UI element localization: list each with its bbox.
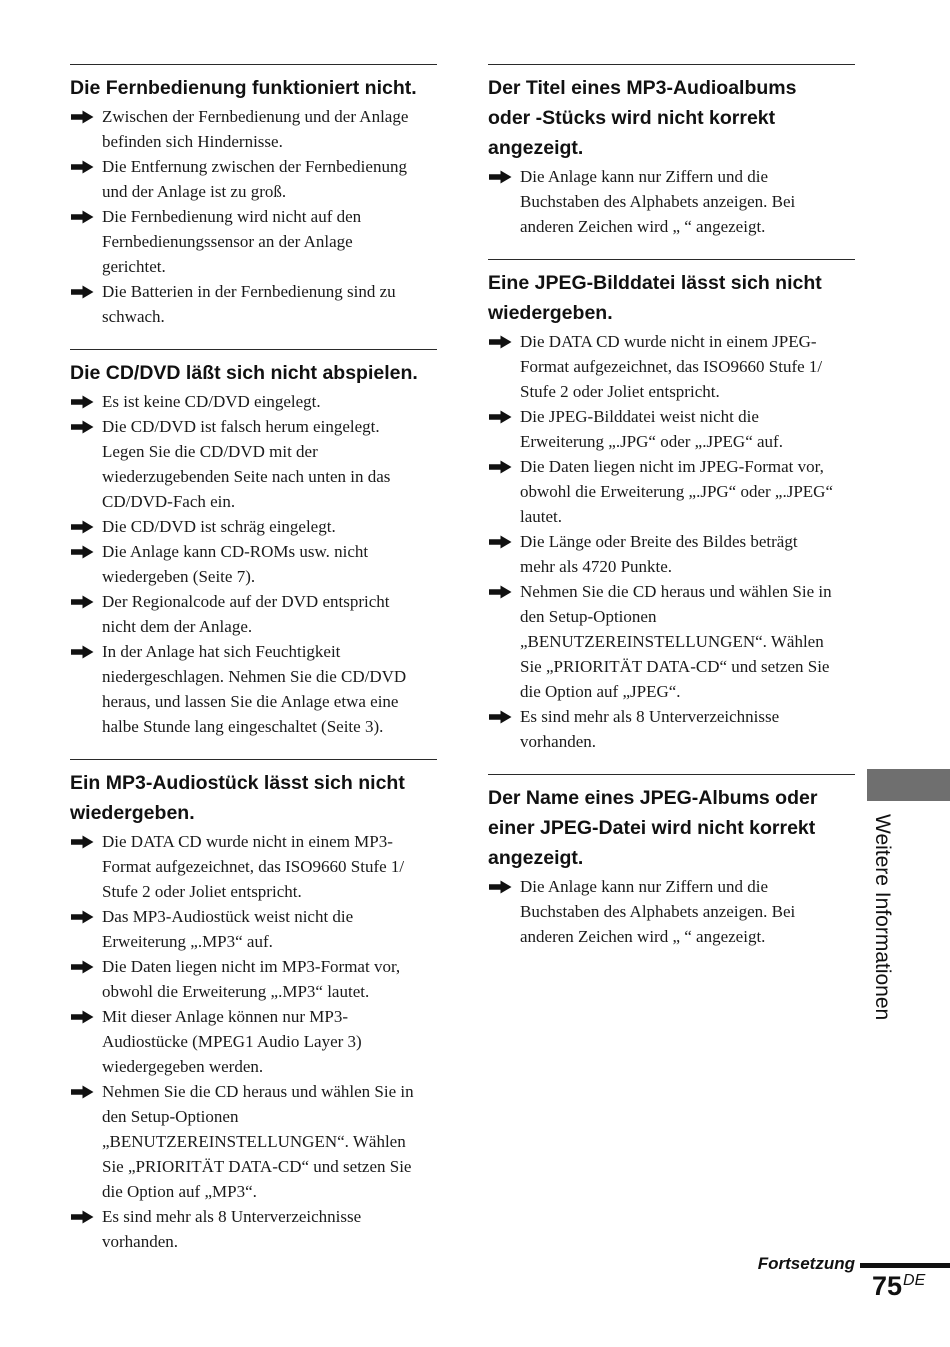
text-line: Nehmen Sie die CD heraus und wählen Sie in bbox=[102, 1082, 414, 1101]
text-line: Sie „PRIORITÄT DATA-CD“ und setzen Sie bbox=[102, 1157, 412, 1176]
text-line: Es ist keine CD/DVD eingelegt. bbox=[102, 392, 321, 411]
text-line: Ein MP3-Audiostück lässt sich nicht bbox=[70, 772, 405, 794]
bullet-text bbox=[520, 704, 855, 754]
bullet-item bbox=[488, 454, 855, 529]
text-line: die Option auf „MP3“. bbox=[102, 1182, 257, 1201]
right-arrow-icon bbox=[488, 874, 520, 899]
right-arrow-icon bbox=[70, 904, 102, 929]
text-line: wiedergeben (Seite 7). bbox=[102, 567, 256, 586]
text-line: Der Regionalcode auf der DVD entspricht bbox=[102, 592, 390, 611]
text-line: Stufe 2 oder Joliet entspricht. bbox=[520, 382, 720, 401]
bullet-item bbox=[488, 329, 855, 404]
bullet-text bbox=[102, 589, 437, 639]
continuation-rule bbox=[860, 1263, 950, 1268]
text-line: Zwischen der Fernbedienung und der Anlage bbox=[102, 107, 409, 126]
right-arrow-icon bbox=[70, 639, 102, 664]
bullet-item bbox=[70, 639, 437, 739]
bullet-text bbox=[520, 454, 855, 529]
text-line: Die Batterien in der Fernbedienung sind zu bbox=[102, 282, 396, 301]
text-line: Format aufgezeichnet, das ISO9660 Stufe 1/ bbox=[102, 857, 405, 876]
right-arrow-icon bbox=[488, 164, 520, 189]
bullet-item bbox=[70, 279, 437, 329]
text-line: wiedergeben. bbox=[488, 302, 613, 324]
text-line: Die Fernbedienung wird nicht auf den bbox=[102, 207, 362, 226]
text-line: CD/DVD-Fach ein. bbox=[102, 492, 236, 511]
text-line: Die CD/DVD ist schräg eingelegt. bbox=[102, 517, 336, 536]
right-arrow-icon bbox=[70, 589, 102, 614]
text-line: Der Name eines JPEG-Albums oder bbox=[488, 787, 818, 809]
bullet-item bbox=[488, 704, 855, 754]
section-title: Die Fernbedienung funktioniert nicht. bbox=[70, 77, 417, 99]
bullet-item bbox=[70, 904, 437, 954]
right-arrow-icon bbox=[488, 329, 520, 354]
text-line: Die Anlage kann nur Ziffern und die bbox=[520, 167, 769, 186]
text-line: In der Anlage hat sich Feuchtigkeit bbox=[102, 642, 341, 661]
text-line: oder -Stücks wird nicht korrekt bbox=[488, 107, 776, 129]
text-line: den Setup-Optionen bbox=[102, 1107, 239, 1126]
text-line: Die Daten liegen nicht im MP3-Format vor, bbox=[102, 957, 401, 976]
bullet-text bbox=[102, 539, 437, 589]
troubleshooting-section bbox=[70, 349, 437, 739]
bullet-text bbox=[102, 829, 437, 904]
right-arrow-icon bbox=[70, 204, 102, 229]
section-title bbox=[488, 783, 855, 873]
bullet-text bbox=[102, 954, 437, 1004]
bullet-item bbox=[488, 529, 855, 579]
bullet-text bbox=[102, 1079, 437, 1204]
troubleshooting-section bbox=[488, 774, 855, 949]
text-line: Das MP3-Audiostück weist nicht die bbox=[102, 907, 354, 926]
text-line: Nehmen Sie die CD heraus und wählen Sie in bbox=[520, 582, 832, 601]
right-arrow-icon bbox=[488, 529, 520, 554]
section-title bbox=[70, 768, 437, 828]
text-line: Audiostücke (MPEG1 Audio Layer 3) bbox=[102, 1032, 362, 1051]
right-arrow-icon bbox=[70, 1204, 102, 1229]
bullet-text bbox=[102, 1004, 437, 1079]
bullet-item bbox=[488, 404, 855, 454]
text-line: wiedergegeben werden. bbox=[102, 1057, 264, 1076]
troubleshooting-section bbox=[488, 259, 855, 754]
bullet-item bbox=[70, 589, 437, 639]
text-line: Die Länge oder Breite des Bildes beträgt bbox=[520, 532, 798, 551]
text-line: Format aufgezeichnet, das ISO9660 Stufe 1/ bbox=[520, 357, 823, 376]
text-line: Die Anlage kann CD-ROMs usw. nicht bbox=[102, 542, 369, 561]
right-arrow-icon bbox=[488, 454, 520, 479]
text-line: befinden sich Hindernisse. bbox=[102, 132, 283, 151]
bullet-text bbox=[102, 414, 437, 514]
text-line: vorhanden. bbox=[520, 732, 597, 751]
bullet-text bbox=[102, 104, 437, 154]
text-line: halbe Stunde lang eingeschaltet (Seite 3). bbox=[102, 717, 384, 736]
bullet-item bbox=[488, 874, 855, 949]
right-arrow-icon bbox=[70, 1079, 102, 1104]
bullet-text bbox=[102, 204, 437, 279]
left-column bbox=[70, 64, 437, 1274]
text-line: Die JPEG-Bilddatei weist nicht die bbox=[520, 407, 759, 426]
troubleshooting-section bbox=[70, 64, 437, 329]
section-title bbox=[488, 268, 855, 328]
text-line: Fernbedienungssensor an der Anlage bbox=[102, 232, 353, 251]
right-arrow-icon bbox=[70, 389, 102, 414]
text-line: den Setup-Optionen bbox=[520, 607, 657, 626]
bullet-text bbox=[102, 154, 437, 204]
bullet-item bbox=[70, 154, 437, 204]
troubleshooting-section bbox=[70, 759, 437, 1254]
continuation-label: Fortsetzung bbox=[757, 1254, 855, 1273]
text-line: „BENUTZEREINSTELLUNGEN“. Wählen bbox=[102, 1132, 406, 1151]
text-line: Erweiterung „.MP3“ auf. bbox=[102, 932, 273, 951]
text-line: Buchstaben des Alphabets anzeigen. Bei bbox=[520, 902, 796, 921]
page-number bbox=[872, 1271, 925, 1302]
section-title: Die CD/DVD läßt sich nicht abspielen. bbox=[70, 362, 418, 384]
bullet-item bbox=[70, 1079, 437, 1204]
bullet-text bbox=[102, 1204, 437, 1254]
text-line: gerichtet. bbox=[102, 257, 166, 276]
text-line: Buchstaben des Alphabets anzeigen. Bei bbox=[520, 192, 796, 211]
text-line: angezeigt. bbox=[488, 137, 584, 159]
text-line: Es sind mehr als 8 Unterverzeichnisse bbox=[520, 707, 780, 726]
bullet-text bbox=[520, 529, 855, 579]
text-line: „BENUTZEREINSTELLUNGEN“. Wählen bbox=[520, 632, 824, 651]
bullet-item bbox=[70, 389, 437, 414]
right-arrow-icon bbox=[70, 1004, 102, 1029]
text-line: Der Titel eines MP3-Audioalbums bbox=[488, 77, 797, 99]
bullet-text bbox=[520, 874, 855, 949]
bullet-text bbox=[102, 389, 437, 414]
troubleshooting-section bbox=[488, 64, 855, 239]
text-line: anderen Zeichen wird „ “ angezeigt. bbox=[520, 217, 766, 236]
bullet-text bbox=[102, 279, 437, 329]
text-line: angezeigt. bbox=[488, 847, 584, 869]
bullet-text bbox=[102, 904, 437, 954]
text-line: obwohl die Erweiterung „.JPG“ oder „.JPEG“ bbox=[520, 482, 834, 501]
bullet-item bbox=[70, 1204, 437, 1254]
text-line: Stufe 2 oder Joliet entspricht. bbox=[102, 882, 302, 901]
bullet-item bbox=[70, 414, 437, 514]
text-line: Die DATA CD wurde nicht in einem JPEG- bbox=[520, 332, 817, 351]
text-line: und der Anlage ist zu groß. bbox=[102, 182, 287, 201]
text-line: Sie „PRIORITÄT DATA-CD“ und setzen Sie bbox=[520, 657, 830, 676]
text-line: Eine JPEG-Bilddatei lässt sich nicht bbox=[488, 272, 822, 294]
text-line: Es sind mehr als 8 Unterverzeichnisse bbox=[102, 1207, 362, 1226]
bullet-item bbox=[488, 579, 855, 704]
right-arrow-icon bbox=[70, 514, 102, 539]
page-number-suffix: DE bbox=[903, 1272, 926, 1289]
text-line: niedergeschlagen. Nehmen Sie die CD/DVD bbox=[102, 667, 407, 686]
text-line: wiedergeben. bbox=[70, 802, 195, 824]
text-line: Erweiterung „.JPG“ oder „.JPEG“ auf. bbox=[520, 432, 783, 451]
text-line: Die DATA CD wurde nicht in einem MP3- bbox=[102, 832, 393, 851]
bullet-item bbox=[488, 164, 855, 239]
bullet-item bbox=[70, 539, 437, 589]
text-line: obwohl die Erweiterung „.MP3“ lautet. bbox=[102, 982, 370, 1001]
bullet-item bbox=[70, 829, 437, 904]
bullet-text bbox=[102, 639, 437, 739]
text-line: die Option auf „JPEG“. bbox=[520, 682, 681, 701]
bullet-item bbox=[70, 954, 437, 1004]
right-arrow-icon bbox=[70, 104, 102, 129]
text-line: heraus, und lassen Sie die Anlage etwa eine bbox=[102, 692, 399, 711]
text-line: einer JPEG-Datei wird nicht korrekt bbox=[488, 817, 816, 839]
bullet-text bbox=[520, 329, 855, 404]
right-arrow-icon bbox=[70, 829, 102, 854]
section-title bbox=[488, 73, 855, 163]
side-tab-label: Weitere Informationen bbox=[871, 814, 894, 1021]
right-column bbox=[488, 64, 855, 969]
right-arrow-icon bbox=[70, 414, 102, 439]
page-number-value: 75 bbox=[872, 1271, 903, 1301]
text-line: wiederzugebenden Seite nach unten in das bbox=[102, 467, 391, 486]
right-arrow-icon bbox=[70, 279, 102, 304]
bullet-text bbox=[520, 579, 855, 704]
right-arrow-icon bbox=[488, 579, 520, 604]
text-line: Mit dieser Anlage können nur MP3- bbox=[102, 1007, 348, 1026]
text-line: Die Anlage kann nur Ziffern und die bbox=[520, 877, 769, 896]
side-tab-marker bbox=[867, 769, 950, 801]
text-line: Legen Sie die CD/DVD mit der bbox=[102, 442, 318, 461]
text-line: mehr als 4720 Punkte. bbox=[520, 557, 673, 576]
right-arrow-icon bbox=[488, 404, 520, 429]
text-line: anderen Zeichen wird „ “ angezeigt. bbox=[520, 927, 766, 946]
right-arrow-icon bbox=[70, 154, 102, 179]
text-line: nicht dem der Anlage. bbox=[102, 617, 253, 636]
bullet-item bbox=[70, 514, 437, 539]
text-line: Die CD/DVD ist falsch herum eingelegt. bbox=[102, 417, 380, 436]
bullet-item bbox=[70, 104, 437, 154]
bullet-text bbox=[520, 164, 855, 239]
bullet-text bbox=[520, 404, 855, 454]
text-line: Die Daten liegen nicht im JPEG-Format vor, bbox=[520, 457, 824, 476]
bullet-item bbox=[70, 204, 437, 279]
bullet-item bbox=[70, 1004, 437, 1079]
right-arrow-icon bbox=[70, 954, 102, 979]
bullet-text bbox=[102, 514, 437, 539]
right-arrow-icon bbox=[70, 539, 102, 564]
text-line: vorhanden. bbox=[102, 1232, 179, 1251]
text-line: lautet. bbox=[520, 507, 563, 526]
text-line: schwach. bbox=[102, 307, 165, 326]
right-arrow-icon bbox=[488, 704, 520, 729]
text-line: Die Entfernung zwischen der Fernbedienung bbox=[102, 157, 407, 176]
